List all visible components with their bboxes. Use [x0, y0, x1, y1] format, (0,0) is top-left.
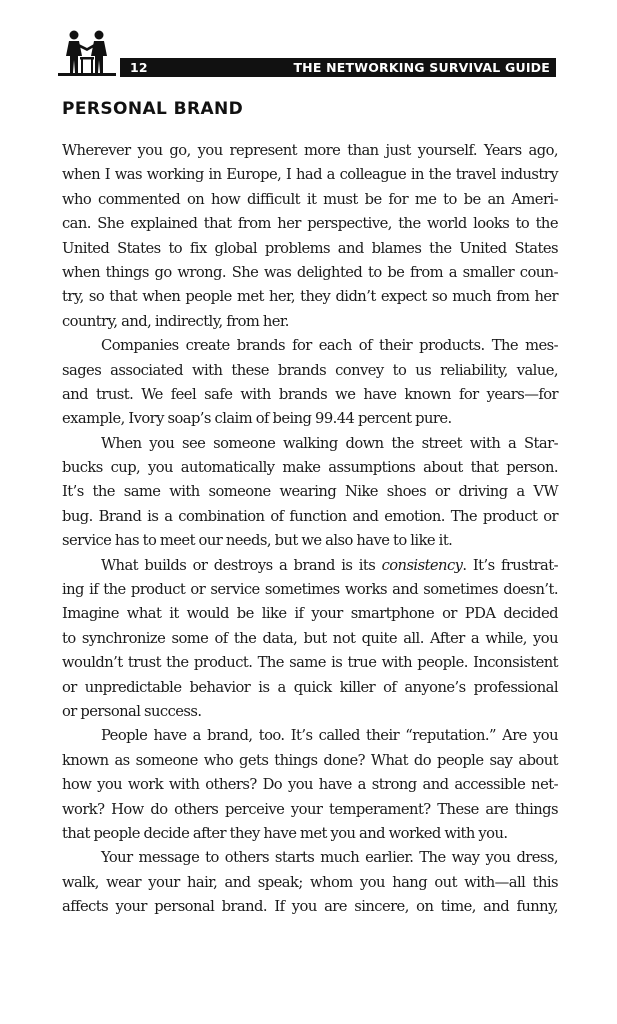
text-line: Wherever you go, you represent more than just yourself. Years ago, [62, 142, 558, 159]
text-line: ing if the product or service sometimes works and sometimes doesn’t. [62, 581, 558, 599]
text-line: and trust. We feel safe with brands we have known for years—for [62, 385, 558, 403]
page-number: 12 [130, 60, 148, 75]
text-line: can. She explained that from her perspective, the world looks to the [62, 215, 558, 233]
text-line: service has to meet our needs, but we also have to like it. [62, 532, 453, 550]
text-line: or unpredictable behavior is a quick killer of anyone’s professional [62, 678, 558, 696]
text-line: Imagine what it would be like if your smartphone or PDA decided [62, 605, 558, 623]
section-heading: PERSONAL BRAND [62, 99, 244, 119]
book-title: THE NETWORKING SURVIVAL GUIDE [293, 60, 550, 75]
text-line: known as someone who gets things done? What do people say about [62, 751, 558, 769]
text-line: when things go wrong. She was delighted to be from a smaller coun- [62, 263, 558, 281]
text-fragment: What builds or destroys a brand is its [101, 556, 382, 574]
text-line: United States to fix global problems and blames the United States [62, 239, 558, 257]
text-line: wouldn’t trust the product. The same is true with people. Inconsistent [62, 654, 558, 672]
text-line: walk, wear your hair, and speak; whom you hang out with—all this [62, 873, 558, 891]
text-line: When you see someone walking down the street with a Star- [101, 434, 558, 452]
text-line: bug. Brand is a combination of function and emotion. The product or [62, 507, 558, 525]
text-line: People have a brand, too. It’s called their “reputation.” Are you [101, 727, 558, 745]
text-line: example, Ivory soap’s claim of being 99.44 percent pure. [62, 410, 452, 428]
text-line: to synchronize some of the data, but not quite all. After a while, you [62, 629, 558, 647]
text-line: when I was working in Europe, I had a colleague in the travel industry [62, 166, 558, 184]
text-line: that people decide after they have met you and worked with you. [62, 824, 508, 842]
body-text [62, 139, 558, 920]
handshake-figures-icon [58, 26, 116, 78]
emphasis-word: consistency [381, 556, 463, 574]
text-line: Your message to others starts much earlier. The way you dress, [101, 849, 558, 867]
text-line: how you work with others? Do you have a strong and accessible net- [62, 776, 558, 794]
running-header [120, 58, 556, 77]
text-line: It’s the same with someone wearing Nike shoes or driving a VW [62, 483, 558, 501]
text-line: country, and, indirectly, from her. [62, 312, 289, 330]
text-line: or personal success. [62, 702, 202, 720]
text-line [62, 554, 558, 578]
text-line: who commented on how difficult it must be for me to be an Ameri- [62, 190, 558, 208]
text-line: bucks cup, you automatically make assumptions about that person. [62, 459, 558, 477]
text-line: try, so that when people met her, they didn’t expect so much from her [62, 288, 558, 306]
text-line: work? How do others perceive your temperament? These are things [62, 800, 558, 818]
text-line: sages associated with these brands convey to us reliability, value, [62, 361, 558, 379]
text-fragment: . It’s frustrat- [462, 556, 558, 574]
text-line: Companies create brands for each of their products. The mes- [101, 337, 558, 355]
text-line: affects your personal brand. If you are sincere, on time, and funny, [62, 898, 558, 916]
